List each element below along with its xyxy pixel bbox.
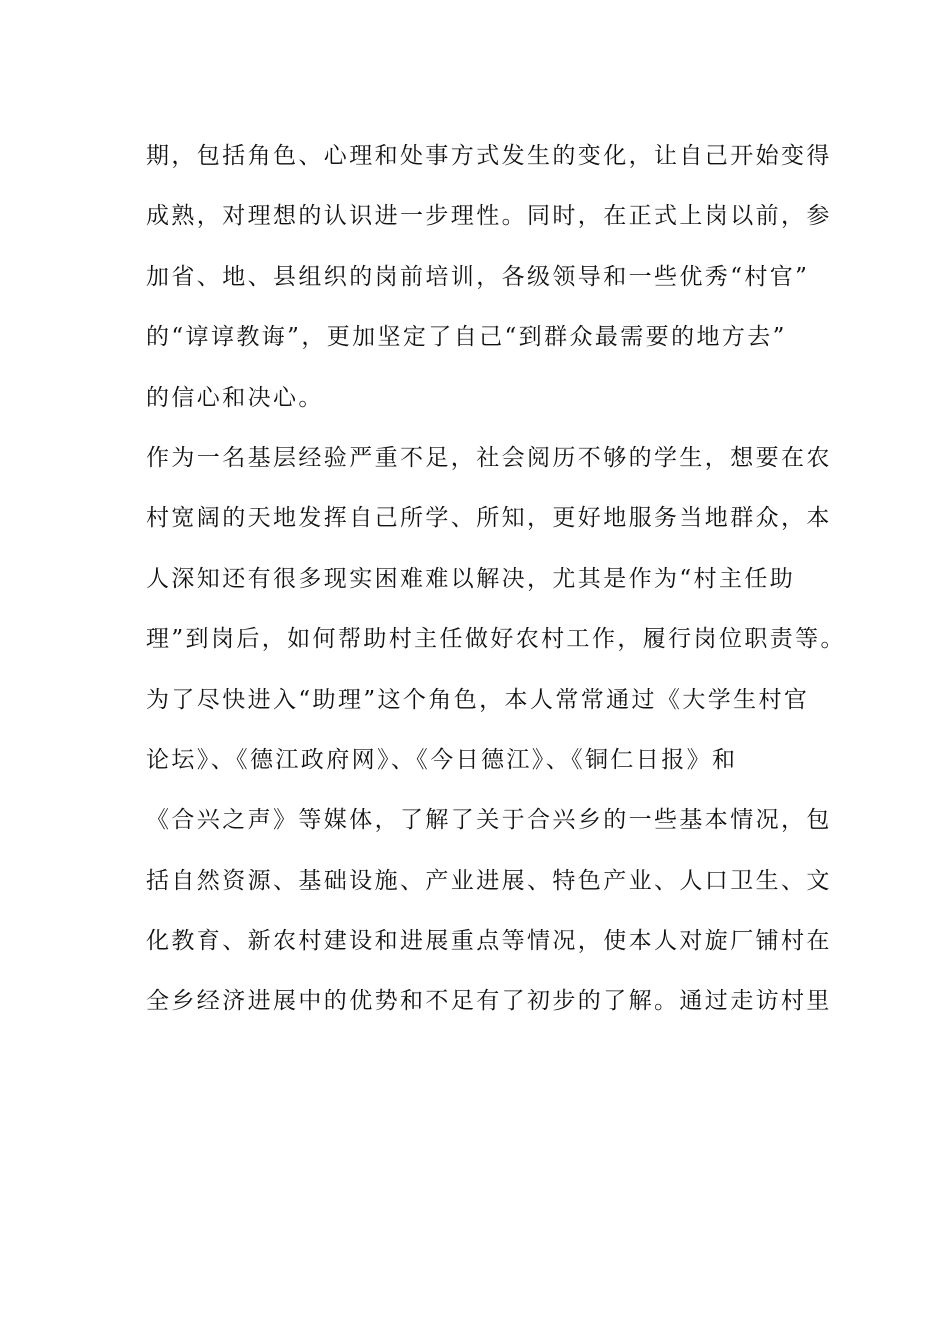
text-line: 《合兴之声》等媒体，了解了关于合兴乡的一些基本情况，包 bbox=[146, 807, 832, 834]
text-line: 成熟，对理想的认识进一步理性。同时，在正式上岗以前，参 bbox=[146, 203, 832, 230]
text-line: 村宽阔的天地发挥自己所学、所知，更好地服务当地群众，本 bbox=[146, 505, 832, 532]
body-text bbox=[146, 126, 846, 1032]
text-line: 括自然资源、基础设施、产业进展、特色产业、人口卫生、文 bbox=[146, 867, 832, 894]
text-line: 全乡经济进展中的优势和不足有了初步的了解。通过走访村里 bbox=[146, 988, 832, 1015]
text-line: 为了尽快进入“助理”这个角色，本人常常通过《大学生村官 bbox=[146, 686, 810, 713]
text-line: 论坛》、《德江政府网》、《今日德江》、《铜仁日报》和 bbox=[146, 746, 738, 773]
text-line: 期，包括角色、心理和处事方式发生的变化，让自己开始变得 bbox=[146, 143, 832, 169]
text-line: 作为一名基层经验严重不足，社会阅历不够的学生，想要在农 bbox=[146, 444, 832, 471]
text-line: 加省、地、县组织的岗前培训，各级领导和一些优秀“村官” bbox=[146, 263, 810, 290]
text-line: 化教育、新农村建设和进展重点等情况，使本人对旋厂铺村在 bbox=[146, 928, 832, 955]
text-line: 人深知还有很多现实困难难以解决，尤其是作为“村主任助 bbox=[146, 565, 796, 592]
text-line: 的信心和决心。 bbox=[146, 384, 324, 411]
text-line: 理”到岗后，如何帮助村主任做好农村工作，履行岗位职责等。 bbox=[146, 626, 846, 653]
text-line: 的“谆谆教诲”，更加坚定了自己“到群众最需要的地方去” bbox=[146, 324, 787, 351]
